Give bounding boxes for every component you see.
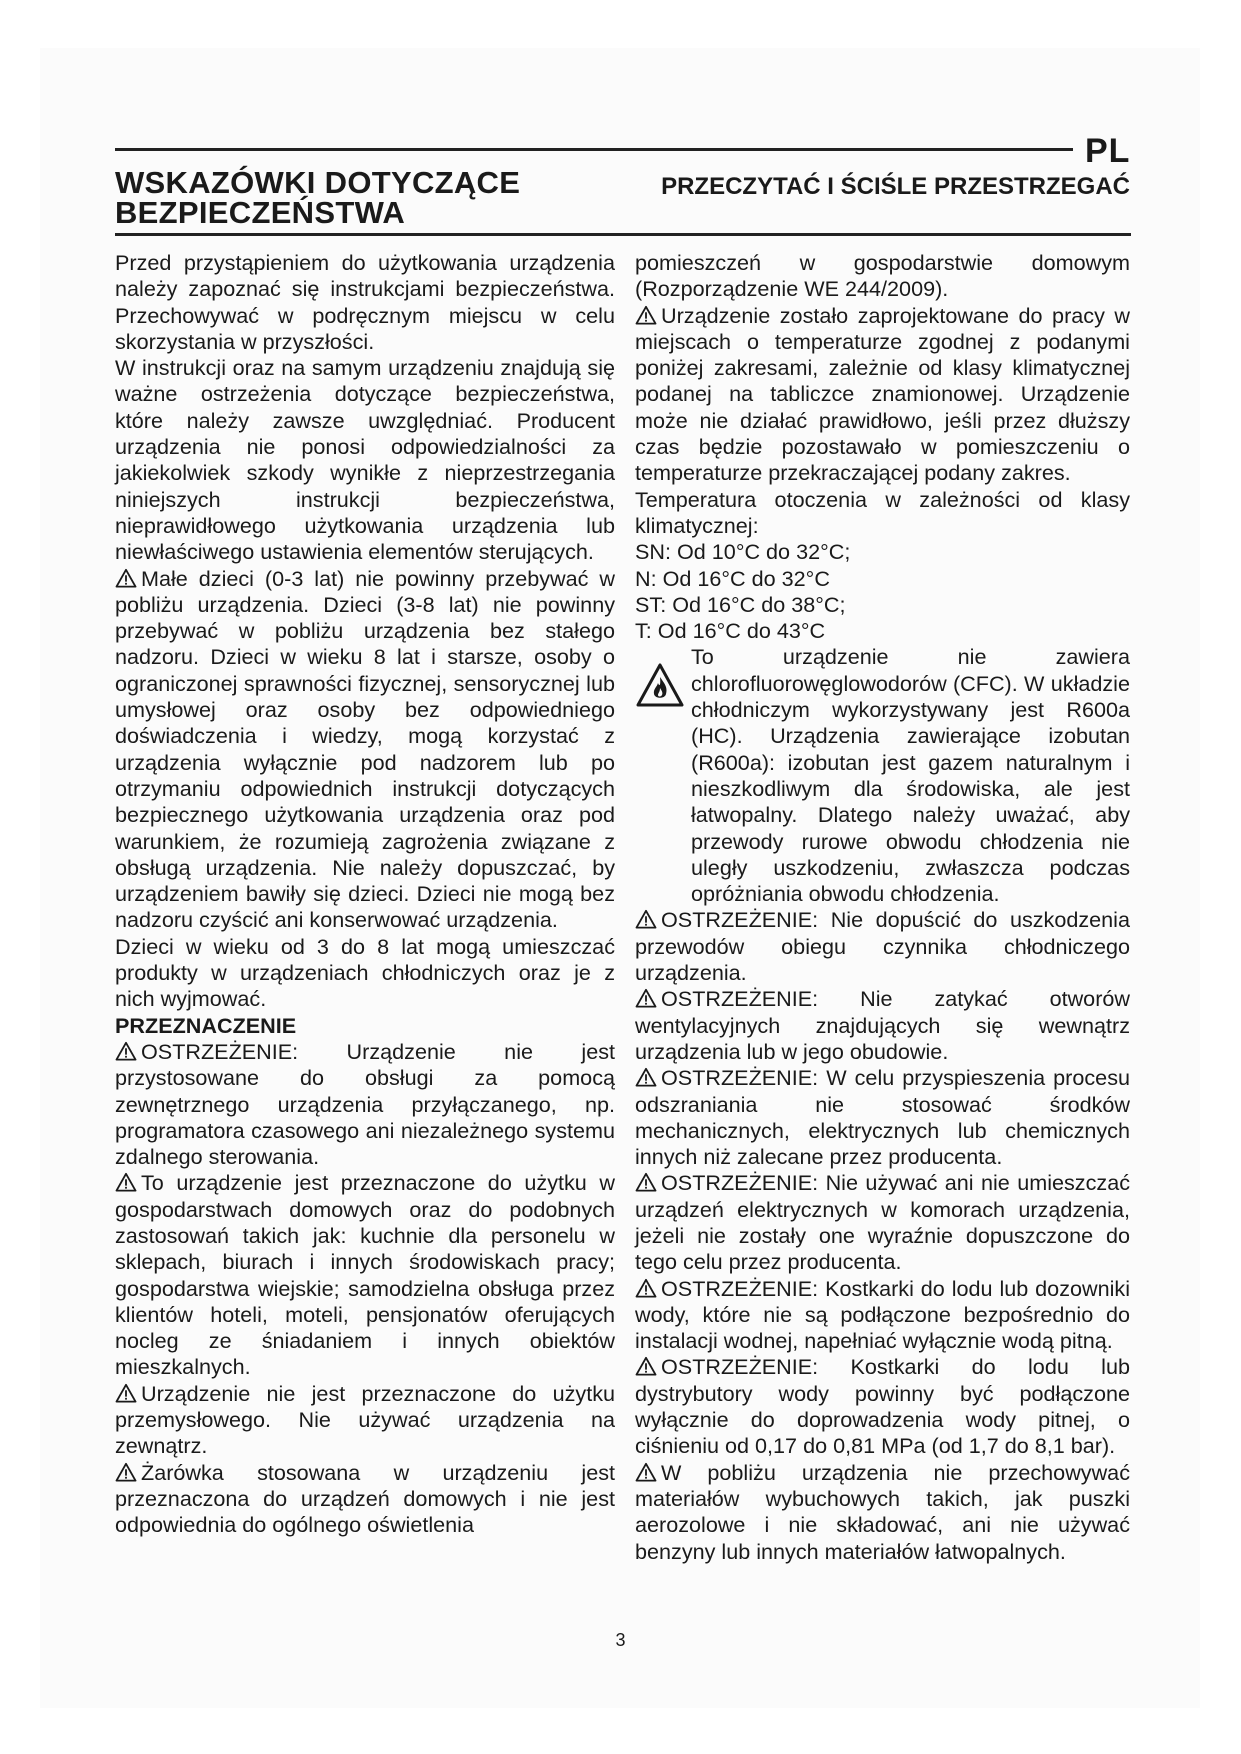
text-paragraph [635,566,1130,592]
left-column [115,250,615,1539]
paragraph-text: OSTRZEŻENIE: Nie zatykać otworów wentylacyjnych znajdujących się wewnątrz urządzenia lub w jego obudowie. [635,986,1130,1064]
warning-paragraph [115,1039,615,1170]
warning-icon [635,1172,657,1192]
top-rule [115,148,1073,151]
warning-paragraph [115,1170,615,1380]
paragraph-text: T: Od 16°C do 43°C [635,618,826,644]
warning-paragraph [635,303,1130,487]
warning-icon [115,568,137,588]
warning-paragraph [635,986,1130,1065]
paragraph-text: Urządzenie nie jest przeznaczone do użytku przemysłowego. Nie używać urządzenia na zewnątrz. [115,1380,615,1459]
text-paragraph [115,934,615,1013]
paragraph-text: N: Od 16°C do 32°C [635,565,830,591]
text-paragraph [635,539,1130,565]
text-paragraph [115,355,615,565]
warning-icon [635,1356,657,1376]
paragraph-text: OSTRZEŻENIE: Nie dopuścić do uszkodzenia przewodów obiegu czynnika chłodniczego urządzenia. [635,907,1130,986]
right-column [635,250,1130,1565]
paragraph-text: ST: Od 16°C do 38°C; [635,591,846,617]
text-paragraph [635,618,1130,644]
warning-icon [635,305,657,325]
warning-icon [635,1067,657,1087]
paragraph-text: Małe dzieci (0-3 lat) nie powinny przebywać w pobliżu urządzenia. Dzieci (3-8 lat) nie powinny przebywać w pobliżu urządzenia bez stałego nadzoru. Dzieci w wieku 8 lat i starsze, osoby o ograniczonej sprawności fizycznej, sensorycznej lub umysłowej oraz osoby bez odpowiedniego doświadczenia i wiedzy, mogą korzystać z urządzenia wyłącznie pod nadzorem lub po otrzymaniu odpowiednich instrukcji dotyczących bezpiecznego użytkowania urządzenia oraz pod warunkiem, że rozumieją zagrożenia związane z obsługą urządzenia. Nie należy dopuszczać, by urządzeniem bawiły się dzieci. Dzieci nie mogą bez nadzoru czyścić ani konserwować urządzenia. [115,565,615,933]
warning-icon [115,1462,137,1482]
paragraph-text: Dzieci w wieku od 3 do 8 lat mogą umieszczać produkty w urządzeniach chłodniczych oraz je z nich wyjmować. [115,933,615,1012]
language-code: PL [1085,132,1131,170]
warning-icon [635,1278,657,1298]
paragraph-text: OSTRZEŻENIE: Kostkarki do lodu lub dystrybutory wody powinny być podłączone wyłącznie do doprowadzenia wody pitnej, o ciśnieniu od 0,17 do 0,81 MPa (od 1,7 do 8,1 bar). [635,1354,1130,1459]
warning-paragraph [635,1170,1130,1275]
header-rule [115,233,1131,236]
warning-paragraph [115,566,615,934]
warning-icon [115,1172,137,1192]
paragraph-text: To urządzenie nie zawiera chlorofluorowęglowodorów (CFC). W układzie chłodniczym wykorzystywany jest R600a (HC). Urządzenia zawierające izobutan (R600a): izobutan jest gazem naturalnym i nieszkodliwym dla środowiska, ale jest łatwopalny. Dlatego należy uważać, aby przewody rurowe obwodu chłodzenia nie uległy uszkodzeniu, zwłaszcza podczas opróżniania obwodu chłodzenia. [691,644,1130,907]
warning-icon [115,1383,137,1403]
section-heading [115,1013,615,1039]
flammable-notice [635,644,1130,907]
page-title: WSKAZÓWKI DOTYCZĄCE BEZPIECZEŃSTWA [115,165,521,230]
text-paragraph [635,592,1130,618]
warning-paragraph [635,1354,1130,1459]
paragraph-text: OSTRZEŻENIE: Nie używać ani nie umieszczać urządzeń elektrycznych w komorach urządzenia, jeżeli nie zostały one wyraźnie dopuszczone do tego celu przez producenta. [635,1170,1130,1275]
warning-paragraph [115,1460,615,1539]
warning-paragraph [635,907,1130,986]
paragraph-text: SN: Od 10°C do 32°C; [635,539,851,565]
warning-paragraph [635,1276,1130,1355]
paragraph-text: W instrukcji oraz na samym urządzeniu znajdują się ważne ostrzeżenia dotyczące bezpieczeństwa, które należy zawsze uwzględniać. Producent urządzenia nie ponosi odpowiedzialności za jakiekolwiek szkody wynikłe z nieprzestrzegania niniejszych instrukcji bezpieczeństwa, nieprawidłowego użytkowania urządzenia lub niewłaściwego ustawienia elementów sterujących. [115,355,615,565]
paragraph-text: OSTRZEŻENIE: Kostkarki do lodu lub dozowniki wody, które nie są podłączone bezpośrednio do instalacji wodnej, napełniać wyłącznie wodą pitną. [635,1275,1130,1354]
paragraph-text: Temperatura otoczenia w zależności od klasy klimatycznej: [635,486,1130,538]
paragraph-text: pomieszczeń w gospodarstwie domowym (Rozporządzenie WE 244/2009). [635,250,1130,302]
text-paragraph [635,250,1130,303]
warning-paragraph [635,1065,1130,1170]
paragraph-text: OSTRZEŻENIE: Urządzenie nie jest przystosowane do obsługi za pomocą zewnętrznego urządzenia przyłączanego, np. programatora czasowego ani niezależnego systemu zdalnego sterowania. [115,1038,615,1170]
text-paragraph [635,487,1130,540]
warning-icon [635,1462,657,1482]
page-subtitle: PRZECZYTAĆ I ŚCIŚLE PRZESTRZEGAĆ [661,173,1130,200]
paragraph-text: Urządzenie zostało zaprojektowane do pracy w miejscach o temperaturze zgodnej z podanymi poniżej zakresami, zależnie od klasy klimatycznej podanej na tabliczce znamionowej. Urządzenie może nie działać prawidłowo, jeśli przez dłuższy czas będzie pozostawało w pomieszczeniu o temperaturze przekraczającej podany zakres. [635,302,1130,486]
warning-icon [635,909,657,929]
text-paragraph [115,250,615,355]
warning-paragraph [115,1381,615,1460]
paragraph-text: To urządzenie jest przeznaczone do użytku w gospodarstwach domowych oraz do podobnych zastosowań takich jak: kuchnie dla personelu w sklepach, biurach i innych środowiskach pracy; gospodarstwa wiejskie; samodzielna obsługa przez klientów hoteli, moteli, pensjonatów oferujących nocleg ze śniadaniem i innych obiektów mieszkalnych. [115,1170,615,1380]
warning-icon [635,988,657,1008]
paragraph-text: Przed przystąpieniem do użytkowania urządzenia należy zapoznać się instrukcjami bezpieczeństwa. Przechowywać w podręcznym miejscu w celu skorzystania w przyszłości. [115,250,615,354]
flammable-warning-icon [635,662,685,708]
paragraph-text: PRZEZNACZENIE [115,1012,297,1038]
paragraph-text: W pobliżu urządzenia nie przechowywać materiałów wybuchowych takich, jak puszki aerozolowe i nie składować, ani nie używać benzyny lub innych materiałów łatwopalnych. [635,1459,1130,1564]
warning-icon [115,1041,137,1061]
paragraph-text: OSTRZEŻENIE: W celu przyspieszenia procesu odszraniania nie stosować środków mechanicznych, elektrycznych lub chemicznych innych niż zalecane przez producenta. [635,1065,1130,1170]
paragraph-text: Żarówka stosowana w urządzeniu jest przeznaczona do urządzeń domowych i nie jest odpowiednia do ogólnego oświetlenia [115,1459,615,1538]
warning-paragraph [635,1460,1130,1565]
page-number: 3 [615,1630,626,1650]
